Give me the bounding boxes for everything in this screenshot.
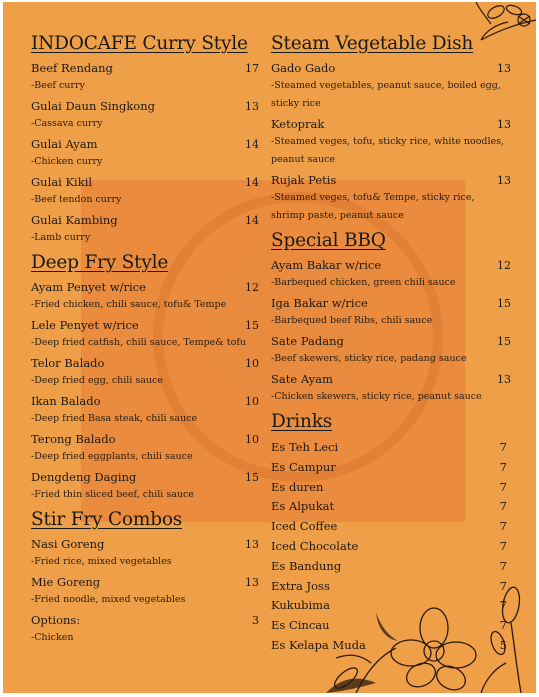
menu-item — [31, 536, 259, 553]
menu-item-price: 13 — [497, 373, 511, 386]
menu-item-description: -Deep fried eggplants, chili sauce — [31, 451, 193, 462]
menu-item-name: Dengdeng Daging — [31, 470, 137, 484]
menu-item-price: 15 — [245, 319, 259, 332]
menu-item-description: -Beef curry — [31, 80, 85, 91]
menu-item-price: 14 — [245, 214, 259, 227]
drink-name: Es Bandung — [271, 558, 342, 573]
menu-item-name: Gado Gado — [271, 61, 336, 75]
menu-item-description: -Beef tendon curry — [31, 194, 122, 205]
menu-item — [271, 371, 511, 388]
drink-price: 7 — [499, 558, 507, 573]
section-heading-stir-fry-combos: Stir Fry Combos — [31, 509, 183, 530]
menu-item-description: -Fried rice, mixed vegetables — [31, 556, 172, 567]
menu-item-price: 13 — [245, 576, 259, 589]
menu-item — [31, 212, 259, 229]
drink-price: 7 — [499, 479, 507, 494]
drink-item — [271, 616, 511, 636]
menu-item-name: Options: — [31, 613, 81, 627]
menu-item-price: 17 — [245, 62, 259, 75]
menu-item-description: -Fried noodle, mixed vegetables — [31, 594, 186, 605]
menu-item-description: -Barbequed chicken, green chili sauce — [271, 277, 456, 288]
menu-item-price: 13 — [245, 538, 259, 551]
menu-item-name: Lele Penyet w/rice — [31, 318, 139, 332]
menu-item-price: 3 — [252, 614, 259, 627]
menu-item — [271, 257, 511, 274]
drink-price: 7 — [499, 618, 507, 633]
menu-item-price: 14 — [245, 138, 259, 151]
menu-item-description: -Deep fried catfish, chili sauce, Tempe& tofu — [31, 337, 246, 348]
drink-name: Es Cincau — [271, 618, 330, 633]
menu-item-description: -Steamed veges, tofu& Tempe, sticky rice, shrimp paste, peanut sauce — [271, 192, 475, 221]
section-heading-steam-vegetable-dish: Steam Vegetable Dish — [271, 33, 474, 54]
menu-item-description: -Cassava curry — [31, 118, 103, 129]
section-heading-deep-fry-style: Deep Fry Style — [31, 252, 169, 273]
menu-item-description: -Beef skewers, sticky rice, padang sauce — [271, 353, 467, 364]
section-heading-drinks: Drinks — [271, 411, 333, 432]
drink-name: Es duren — [271, 479, 324, 494]
drink-name: Kukubima — [271, 598, 330, 613]
drink-name: Iced Coffee — [271, 519, 338, 534]
menu-item — [31, 469, 259, 486]
drink-item — [271, 497, 511, 517]
section-heading-special-bbq: Special BBQ — [271, 230, 386, 251]
menu-item-price: 12 — [245, 281, 259, 294]
drink-item — [271, 557, 511, 577]
menu-item — [31, 174, 259, 191]
menu-item-description: -Chicken skewers, sticky rice, peanut sauce — [271, 391, 482, 402]
menu-item-description: -Lamb curry — [31, 232, 91, 243]
menu-item — [271, 172, 511, 189]
menu-item-description: -Deep fried Basa steak, chili sauce — [31, 413, 198, 424]
menu-item-price: 10 — [245, 357, 259, 370]
menu-item-price: 14 — [245, 176, 259, 189]
menu-item — [31, 317, 259, 334]
menu-item-name: Ayam Bakar w/rice — [271, 258, 382, 272]
menu-item-name: Rujak Petis — [271, 173, 337, 187]
menu-page — [3, 2, 536, 693]
menu-item-name: Telor Balado — [31, 356, 105, 370]
menu-item-price: 15 — [245, 471, 259, 484]
menu-item — [271, 295, 511, 312]
drink-price: 7 — [499, 538, 507, 553]
drink-name: Extra Joss — [271, 578, 330, 593]
menu-item-price: 15 — [497, 335, 511, 348]
menu-item-name: Ketoprak — [271, 117, 325, 131]
drink-price: 7 — [499, 459, 507, 474]
menu-item-name: Beef Rendang — [31, 61, 113, 75]
menu-item-description: -Chicken — [31, 632, 74, 643]
drink-item — [271, 596, 511, 616]
menu-item-name: Sate Padang — [271, 334, 344, 348]
menu-item-price: 13 — [497, 62, 511, 75]
menu-item-price: 10 — [245, 395, 259, 408]
menu-item-price: 13 — [245, 100, 259, 113]
menu-item-name: Gulai Ayam — [31, 137, 98, 151]
right-column — [271, 28, 511, 656]
menu-item-price: 13 — [497, 174, 511, 187]
menu-item-price: 10 — [245, 433, 259, 446]
drink-price: 7 — [499, 519, 507, 534]
drink-price: 5 — [499, 637, 507, 652]
drink-item — [271, 517, 511, 537]
menu-item-name: Terong Balado — [31, 432, 116, 446]
drink-item — [271, 537, 511, 557]
menu-item-name: Iga Bakar w/rice — [271, 296, 368, 310]
menu-item — [31, 355, 259, 372]
menu-item-name: Ikan Balado — [31, 394, 101, 408]
menu-item-description: -Barbequed beef Ribs, chili sauce — [271, 315, 433, 326]
menu-item — [31, 60, 259, 77]
menu-item-name: Sate Ayam — [271, 372, 333, 386]
drink-item — [271, 577, 511, 597]
menu-item-description: -Steamed vegetables, peanut sauce, boiled egg, sticky rice — [271, 80, 501, 109]
menu-item-description: -Fried thin sliced beef, chili sauce — [31, 489, 194, 500]
menu-item-name: Gulai Daun Singkong — [31, 99, 155, 113]
menu-item — [31, 98, 259, 115]
menu-item-name: Ayam Penyet w/rice — [31, 280, 146, 294]
menu-item — [271, 116, 511, 133]
menu-item-name: Mie Goreng — [31, 575, 101, 589]
drink-name: Es Campur — [271, 459, 336, 474]
menu-item-description: -Steamed veges, tofu, sticky rice, white noodles, peanut sauce — [271, 136, 505, 165]
drink-item — [271, 458, 511, 478]
menu-item-description: -Deep fried egg, chili sauce — [31, 375, 163, 386]
section-heading-indocafe-curry-style: INDOCAFE Curry Style — [31, 33, 248, 54]
drink-item — [271, 438, 511, 458]
menu-item — [31, 279, 259, 296]
menu-item-name: Gulai Kambing — [31, 213, 118, 227]
drink-price: 7 — [499, 440, 507, 454]
menu-item — [31, 136, 259, 153]
drink-price: 7 — [499, 578, 507, 593]
menu-item — [271, 333, 511, 350]
menu-item-name: Gulai Kikil — [31, 175, 93, 189]
drink-name: Iced Chocolate — [271, 538, 359, 553]
menu-item — [31, 612, 259, 629]
menu-item — [31, 431, 259, 448]
drink-price: 7 — [499, 598, 507, 613]
menu-item-price: 15 — [497, 297, 511, 310]
drink-price: 7 — [499, 499, 507, 514]
drink-item — [271, 478, 511, 498]
menu-item — [31, 393, 259, 410]
menu-item-price: 12 — [497, 259, 511, 272]
menu-item — [31, 574, 259, 591]
menu-item-description: -Fried chicken, chili sauce, tofu& Tempe — [31, 299, 227, 310]
drink-name: Es Kelapa Muda — [271, 637, 366, 652]
drink-name: Es Alpukat — [271, 499, 335, 514]
menu-item-name: Nasi Goreng — [31, 537, 105, 551]
menu-item — [271, 60, 511, 77]
menu-item-description: -Chicken curry — [31, 156, 103, 167]
menu-item-price: 13 — [497, 118, 511, 131]
left-column — [31, 28, 259, 648]
drink-item — [271, 636, 511, 656]
drink-name: Es Teh Leci — [271, 440, 339, 454]
